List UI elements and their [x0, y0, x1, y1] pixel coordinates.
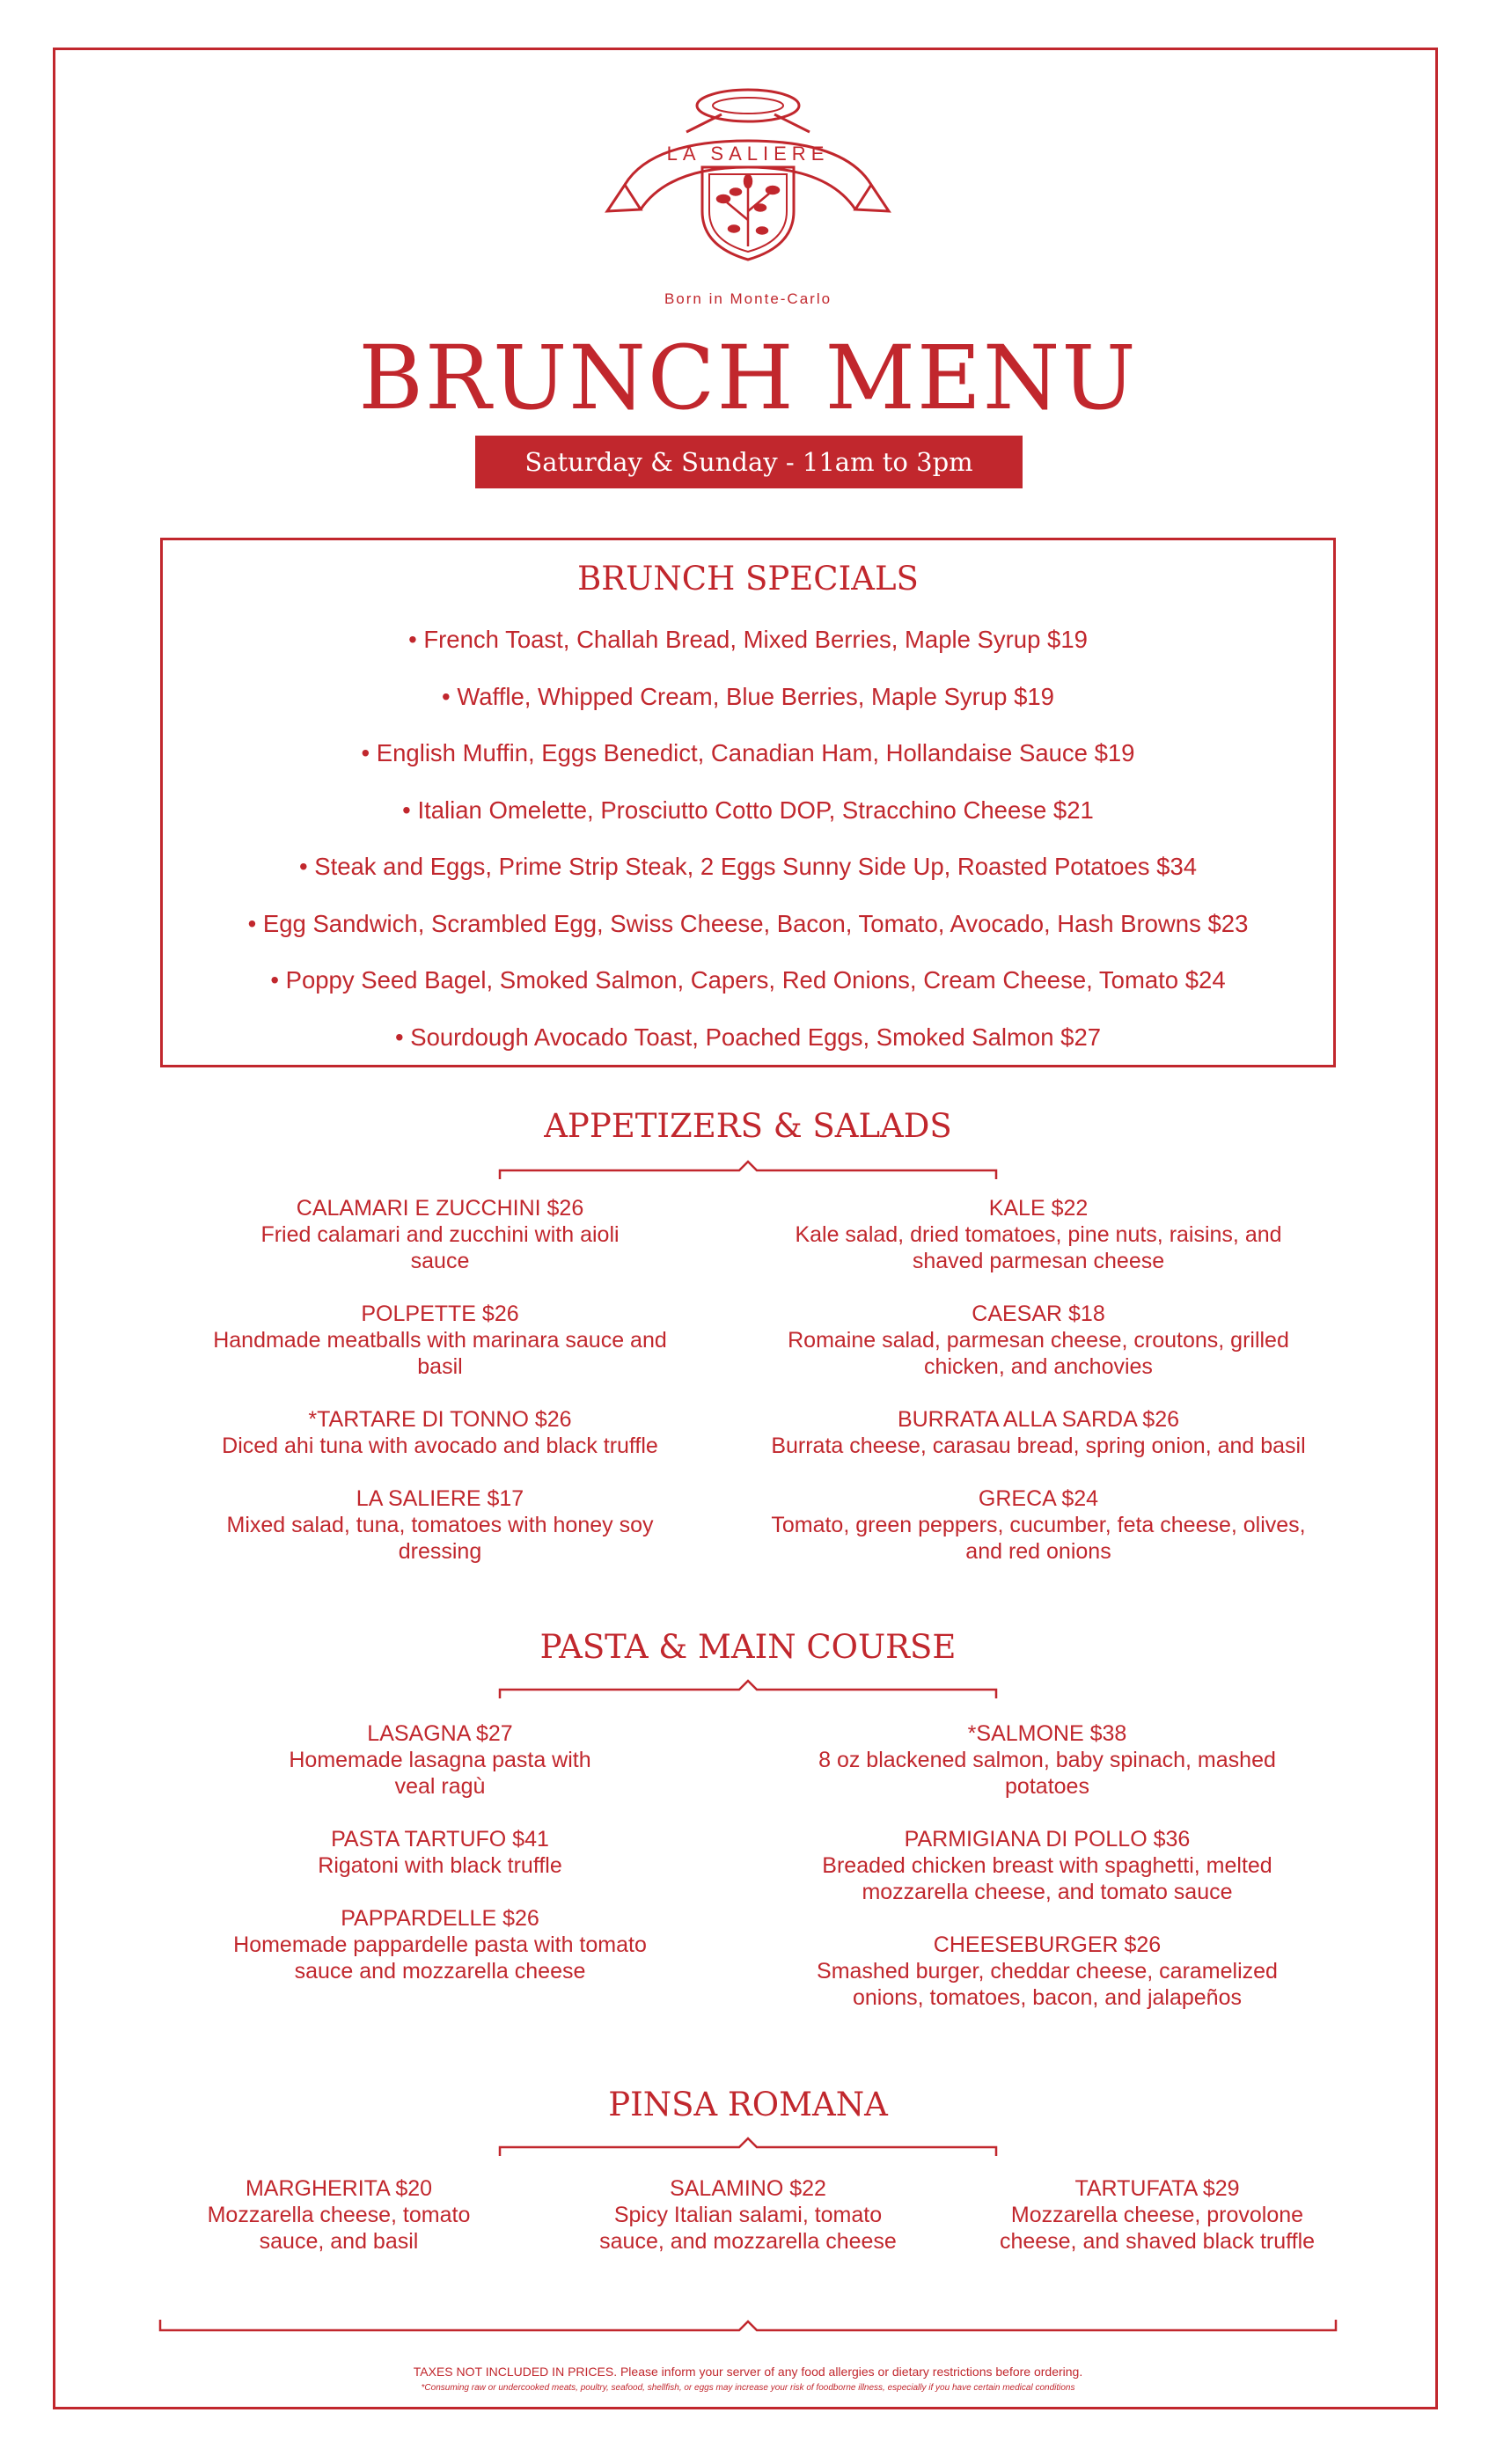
- item-description: Kale salad, dried tomatoes, pine nuts, raisins, and: [795, 1222, 1282, 1247]
- special-item: • English Muffin, Eggs Benedict, Canadian Ham, Hollandaise Sauce $19: [361, 739, 1135, 766]
- item-description: Homemade lasagna pasta with: [289, 1748, 591, 1772]
- page-title: BRUNCH MENU: [358, 326, 1138, 429]
- menu-item: [172, 1826, 708, 1905]
- special-item: • Waffle, Whipped Cream, Blue Berries, Maple Syrup $19: [442, 682, 1054, 710]
- item-name: PAPPARDELLE $26: [341, 1906, 539, 1931]
- item-name: CAESAR $18: [972, 1302, 1105, 1326]
- item-description: sauce, and basil: [259, 2229, 419, 2254]
- footer-health-warning: *Consuming raw or undercooked meats, poultry, seafood, shellfish, or eggs may increase your risk of foodborne illness, especially if you have certain medical conditions: [421, 2383, 1075, 2393]
- item-name: CALAMARI E ZUCCHINI $26: [296, 1196, 584, 1221]
- item-name: *SALMONE $38: [967, 1721, 1127, 1746]
- menu-item: [752, 1932, 1342, 2011]
- item-name: SALAMINO $22: [670, 2176, 826, 2201]
- item-description: Mozzarella cheese, tomato: [207, 2203, 471, 2227]
- menu-item: [172, 1720, 708, 1826]
- item-description: shaved parmesan cheese: [912, 1249, 1165, 1273]
- special-item: • Poppy Seed Bagel, Smoked Salmon, Capers, Red Onions, Cream Cheese, Tomato $24: [270, 966, 1226, 994]
- menu-item: [752, 1826, 1342, 1932]
- hours-banner: Saturday & Sunday - 11am to 3pm: [475, 436, 1023, 488]
- item-description: Rigatoni with black truffle: [318, 1853, 562, 1878]
- item-name: TARTUFATA $29: [1074, 2176, 1240, 2201]
- item-name: KALE $22: [988, 1196, 1089, 1221]
- item-description: onions, tomatoes, bacon, and jalapeños: [853, 1985, 1242, 2010]
- section-divider: [498, 2137, 998, 2160]
- item-description: Mixed salad, tuna, tomatoes with honey soy: [226, 1513, 654, 1537]
- footer-divider: [158, 2314, 1338, 2341]
- item-description: 8 oz blackened salmon, baby spinach, mashed: [818, 1748, 1276, 1772]
- item-description: veal ragù: [394, 1774, 486, 1799]
- la-saliere-logo: [598, 79, 898, 290]
- menu-item: [739, 1406, 1338, 1485]
- special-item: • Egg Sandwich, Scrambled Egg, Swiss Cheese, Bacon, Tomato, Avocado, Hash Browns $23: [247, 909, 1249, 937]
- special-item: • Sourdough Avocado Toast, Poached Eggs, Smoked Salmon $27: [394, 1023, 1102, 1051]
- pinsa-title: PINSA ROMANA: [608, 2086, 888, 2123]
- special-item: • Steak and Eggs, Prime Strip Steak, 2 Eggs Sunny Side Up, Roasted Potatoes $34: [298, 853, 1198, 880]
- menu-item: [158, 1485, 722, 1565]
- item-name: *TARTARE DI TONNO $26: [308, 1407, 572, 1432]
- item-description: potatoes: [1005, 1774, 1089, 1799]
- menu-item: [739, 1485, 1338, 1565]
- footer-disclaimer: TAXES NOT INCLUDED IN PRICES. Please inform your server of any food allergies or dietary restrictions before ordering.: [413, 2365, 1083, 2379]
- specials-list: [163, 612, 1333, 1066]
- item-name: LA SALIERE $17: [356, 1486, 524, 1511]
- appetizers-right-column: [739, 1195, 1338, 1565]
- item-description: mozzarella cheese, and tomato sauce: [862, 1880, 1233, 1904]
- item-name: GRECA $24: [978, 1486, 1099, 1511]
- section-divider: [498, 1160, 998, 1183]
- pinsa-item-salamino: [550, 2175, 946, 2255]
- item-description: Mozzarella cheese, provolone: [1010, 2203, 1304, 2227]
- menu-item: [158, 1406, 722, 1485]
- item-description: Spicy Italian salami, tomato: [613, 2203, 883, 2227]
- menu-item: [752, 1720, 1342, 1826]
- item-name: CHEESEBURGER $26: [933, 1932, 1162, 1957]
- menu-item: [739, 1301, 1338, 1406]
- item-description: chicken, and anchovies: [924, 1354, 1153, 1379]
- item-name: POLPETTE $26: [361, 1302, 519, 1326]
- pinsa-item-margherita: [141, 2175, 537, 2255]
- item-description: Smashed burger, cheddar cheese, caramelized: [817, 1959, 1278, 1984]
- logo-text: LA SALIERE: [666, 143, 830, 165]
- appetizers-left-column: [158, 1195, 722, 1565]
- item-description: basil: [417, 1354, 463, 1379]
- item-description: Tomato, green peppers, cucumber, feta cheese, olives,: [771, 1513, 1306, 1537]
- item-description: cheese, and shaved black truffle: [999, 2229, 1316, 2254]
- special-item: • French Toast, Challah Bread, Mixed Berries, Maple Syrup $19: [408, 626, 1088, 653]
- tagline: Born in Monte-Carlo: [664, 290, 832, 307]
- menu-item: [172, 1905, 708, 1984]
- specials-box: [160, 538, 1336, 1067]
- menu-item: [158, 1195, 722, 1301]
- item-description: sauce, and mozzarella cheese: [599, 2229, 897, 2254]
- special-item: • Italian Omelette, Prosciutto Cotto DOP, Stracchino Cheese $21: [402, 796, 1094, 824]
- item-description: sauce: [410, 1249, 470, 1273]
- item-description: Homemade pappardelle pasta with tomato: [233, 1932, 647, 1957]
- item-name: LASAGNA $27: [367, 1721, 513, 1746]
- item-description: Burrata cheese, carasau bread, spring onion, and basil: [771, 1434, 1306, 1458]
- item-name: PARMIGIANA DI POLLO $36: [904, 1827, 1191, 1852]
- item-name: PASTA TARTUFO $41: [331, 1827, 549, 1852]
- item-description: Fried calamari and zucchini with aioli: [260, 1222, 620, 1247]
- menu-item: [739, 1195, 1338, 1301]
- item-name: BURRATA ALLA SARDA $26: [897, 1407, 1180, 1432]
- section-divider: [498, 1679, 998, 1702]
- pasta-left-column: [172, 1720, 708, 1984]
- item-description: Diced ahi tuna with avocado and black truffle: [222, 1434, 658, 1458]
- specials-title: BRUNCH SPECIALS: [577, 560, 919, 598]
- menu-item: [158, 1301, 722, 1406]
- item-description: and red onions: [965, 1539, 1111, 1564]
- pinsa-item-tartufata: [959, 2175, 1355, 2255]
- item-description: Breaded chicken breast with spaghetti, melted: [822, 1853, 1272, 1878]
- item-name: MARGHERITA $20: [245, 2176, 433, 2201]
- item-description: dressing: [398, 1539, 482, 1564]
- pasta-title: PASTA & MAIN COURSE: [539, 1628, 957, 1666]
- item-description: Romaine salad, parmesan cheese, croutons, grilled: [788, 1328, 1289, 1353]
- item-description: sauce and mozzarella cheese: [294, 1959, 586, 1984]
- item-description: Handmade meatballs with marinara sauce and: [213, 1328, 667, 1353]
- pasta-right-column: [752, 1720, 1342, 2011]
- appetizers-title: APPETIZERS & SALADS: [544, 1107, 952, 1145]
